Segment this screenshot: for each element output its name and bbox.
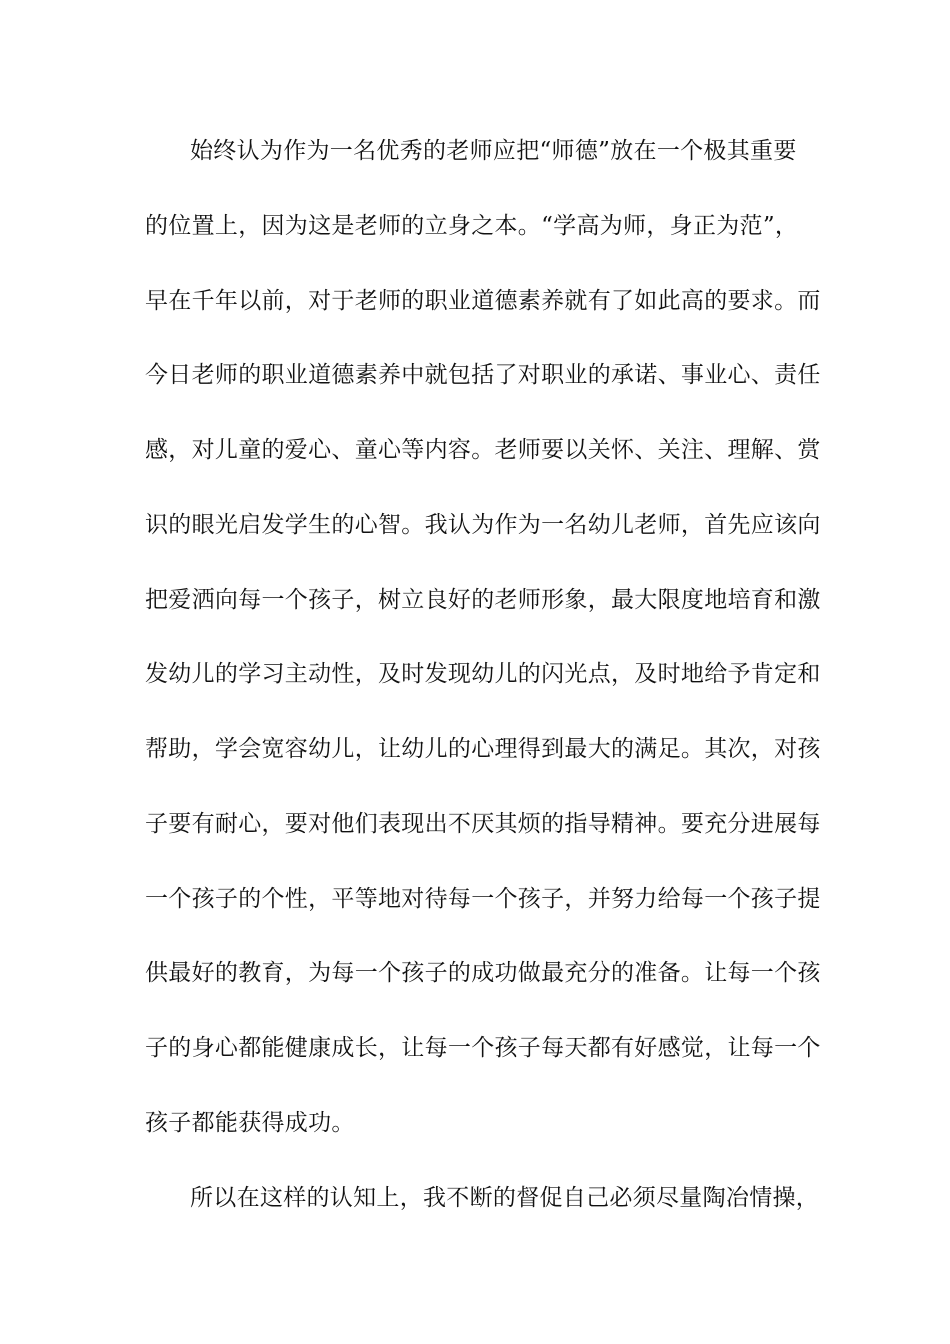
paragraph-line: 始终认为作为一名优秀的老师应把“师德”放在一个极其重要: [190, 138, 797, 164]
paragraph-line: 帮助，学会宽容幼儿，让幼儿的心理得到最大的满足。其次，对孩: [145, 736, 821, 762]
paragraph-line: 供最好的教育，为每一个孩子的成功做最充分的准备。让每一个孩: [145, 960, 821, 986]
paragraph-line: 今日老师的职业道德素养中就包括了对职业的承诺、事业心、责任: [145, 362, 821, 388]
paragraph-line: 一个孩子的个性，平等地对待每一个孩子，并努力给每一个孩子提: [145, 886, 821, 912]
paragraph-line: 感，对儿童的爱心、童心等内容。老师要以关怀、关注、理解、赏: [145, 437, 821, 463]
paragraph-line: 识的眼光启发学生的心智。我认为作为一名幼儿老师，首先应该向: [145, 512, 821, 538]
paragraph-line: 把爱洒向每一个孩子，树立良好的老师形象，最大限度地培育和激: [145, 587, 821, 613]
paragraph-line: 子要有耐心，要对他们表现出不厌其烦的指导精神。要充分进展每: [145, 811, 821, 837]
paragraph-line: 孩子都能获得成功。: [145, 1110, 355, 1136]
paragraph-line: 子的身心都能健康成长，让每一个孩子每天都有好感觉，让每一个: [145, 1035, 821, 1061]
paragraph-line: 的位置上，因为这是老师的立身之本。“学高为师，身正为范”，: [145, 213, 799, 239]
paragraph-line: 所以在这样的认知上，我不断的督促自己必须尽量陶冶情操，: [190, 1185, 820, 1211]
paragraph-line: 早在千年以前，对于老师的职业道德素养就有了如此高的要求。而: [145, 288, 821, 314]
paragraph-line: 发幼儿的学习主动性，及时发现幼儿的闪光点，及时地给予肯定和: [145, 661, 821, 687]
